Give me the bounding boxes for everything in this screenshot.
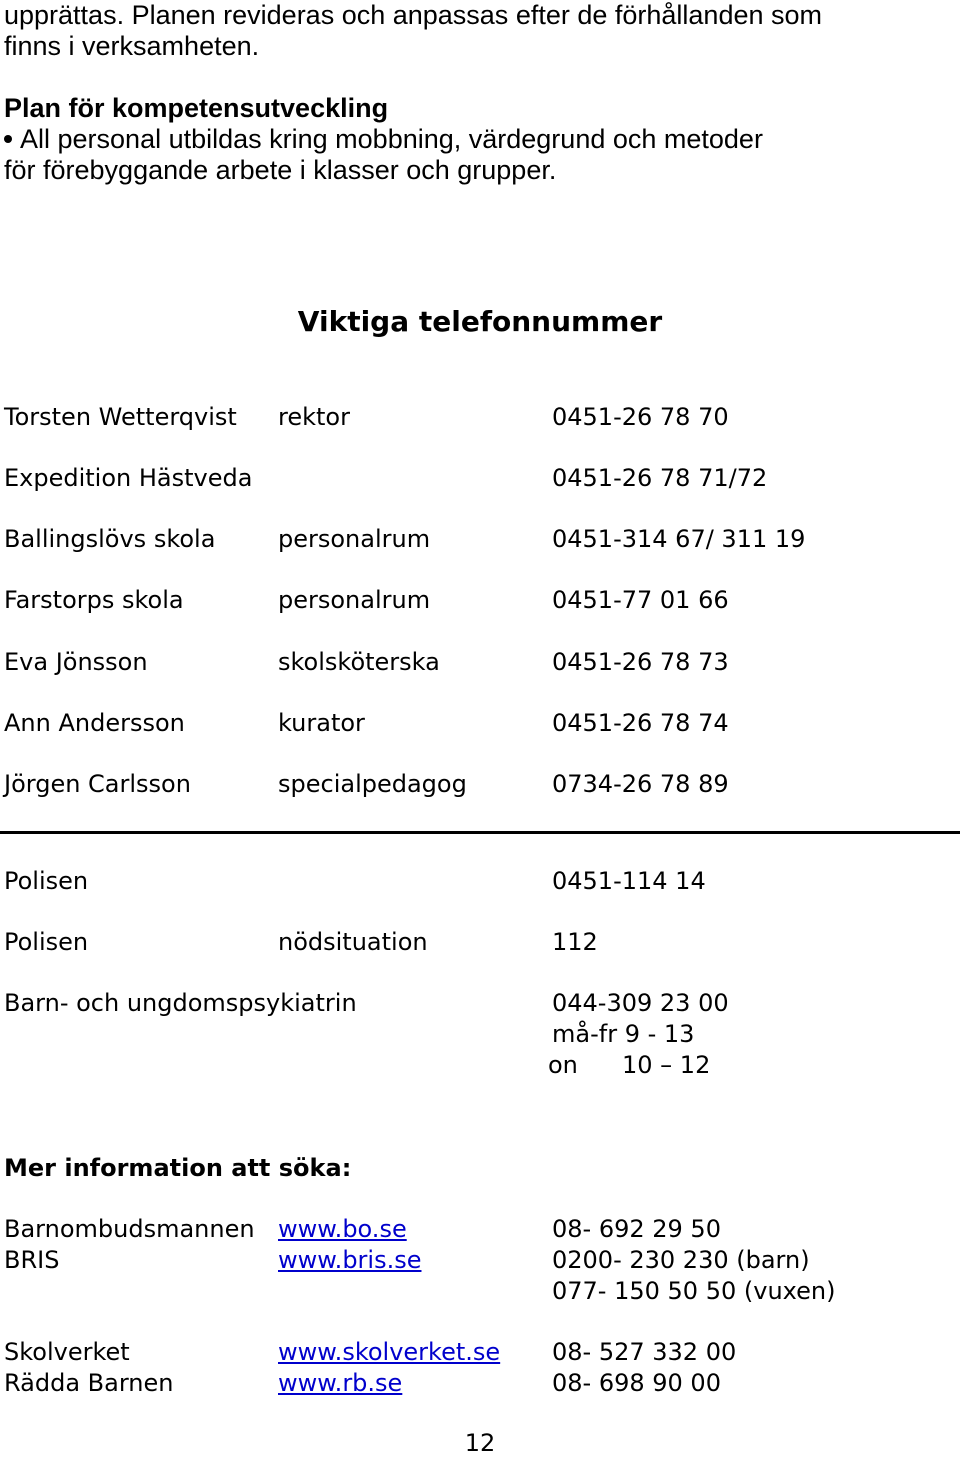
external-phone: 0451-114 14 [552, 867, 706, 895]
contact-phone: 0451-77 01 66 [552, 586, 729, 614]
info-name: Skolverket [4, 1338, 130, 1366]
info-phone: 077- 150 50 50 (vuxen) [552, 1277, 836, 1305]
contact-role: personalrum [278, 525, 431, 553]
contact-role: personalrum [278, 586, 431, 614]
info-link[interactable]: www.skolverket.se [278, 1338, 501, 1366]
intro-line: upprättas. Planen revideras och anpassas efter de förhållanden som [4, 0, 823, 30]
contact-phone: 0734-26 78 89 [552, 770, 729, 798]
plan-bullet-item [0, 124, 763, 154]
info-phone: 08- 692 29 50 [552, 1215, 721, 1243]
contact-role: skolsköterska [278, 648, 440, 676]
contact-name: Jörgen Carlsson [4, 770, 191, 798]
contact-name: Farstorps skola [4, 586, 184, 614]
info-phone: 0200- 230 230 (barn) [552, 1246, 810, 1274]
contact-name: Ann Andersson [4, 709, 185, 737]
contact-name: Expedition Hästveda [4, 464, 253, 492]
external-name: Polisen [4, 928, 89, 956]
contact-role: rektor [278, 403, 350, 431]
contact-phone: 0451-26 78 71/72 [552, 464, 768, 492]
plan-bullet-text: All personal utbildas kring mobbning, värdegrund och metoder [20, 124, 763, 154]
info-link[interactable]: www.bris.se [278, 1246, 422, 1274]
bup-hours-day: on [548, 1051, 578, 1079]
plan-heading: Plan för kompetensutveckling [4, 93, 389, 123]
info-link[interactable]: www.rb.se [278, 1369, 403, 1397]
intro-line: finns i verksamheten. [4, 31, 260, 61]
more-info-heading: Mer information att söka: [4, 1154, 352, 1182]
info-phone: 08- 527 332 00 [552, 1338, 737, 1366]
info-link[interactable]: www.bo.se [278, 1215, 407, 1243]
contact-role: kurator [278, 709, 365, 737]
contact-name: Ballingslövs skola [4, 525, 216, 553]
contact-name: Eva Jönsson [4, 648, 148, 676]
page-title: Viktiga telefonnummer [297, 305, 663, 338]
external-phone: 112 [552, 928, 598, 956]
contact-phone: 0451-26 78 73 [552, 648, 729, 676]
plan-bullet-text-cont: för förebyggande arbete i klasser och grupper. [4, 155, 557, 185]
external-name: Barn- och ungdomspsykiatrin [4, 989, 357, 1017]
section-divider [0, 831, 960, 834]
bullet-icon [4, 135, 12, 143]
page-number: 12 [464, 1429, 496, 1457]
info-name: BRIS [4, 1246, 60, 1274]
contact-phone: 0451-314 67/ 311 19 [552, 525, 806, 553]
contact-name: Torsten Wetterqvist [4, 403, 237, 431]
bup-hours: må-fr 9 - 13 [552, 1020, 695, 1048]
contact-role: specialpedagog [278, 770, 467, 798]
info-name: Rädda Barnen [4, 1369, 174, 1397]
external-phone: 044-309 23 00 [552, 989, 729, 1017]
bup-hours-time: 10 – 12 [622, 1051, 711, 1079]
info-name: Barnombudsmannen [4, 1215, 255, 1243]
contact-phone: 0451-26 78 74 [552, 709, 729, 737]
external-role: nödsituation [278, 928, 428, 956]
info-phone: 08- 698 90 00 [552, 1369, 721, 1397]
contact-phone: 0451-26 78 70 [552, 403, 729, 431]
external-name: Polisen [4, 867, 89, 895]
